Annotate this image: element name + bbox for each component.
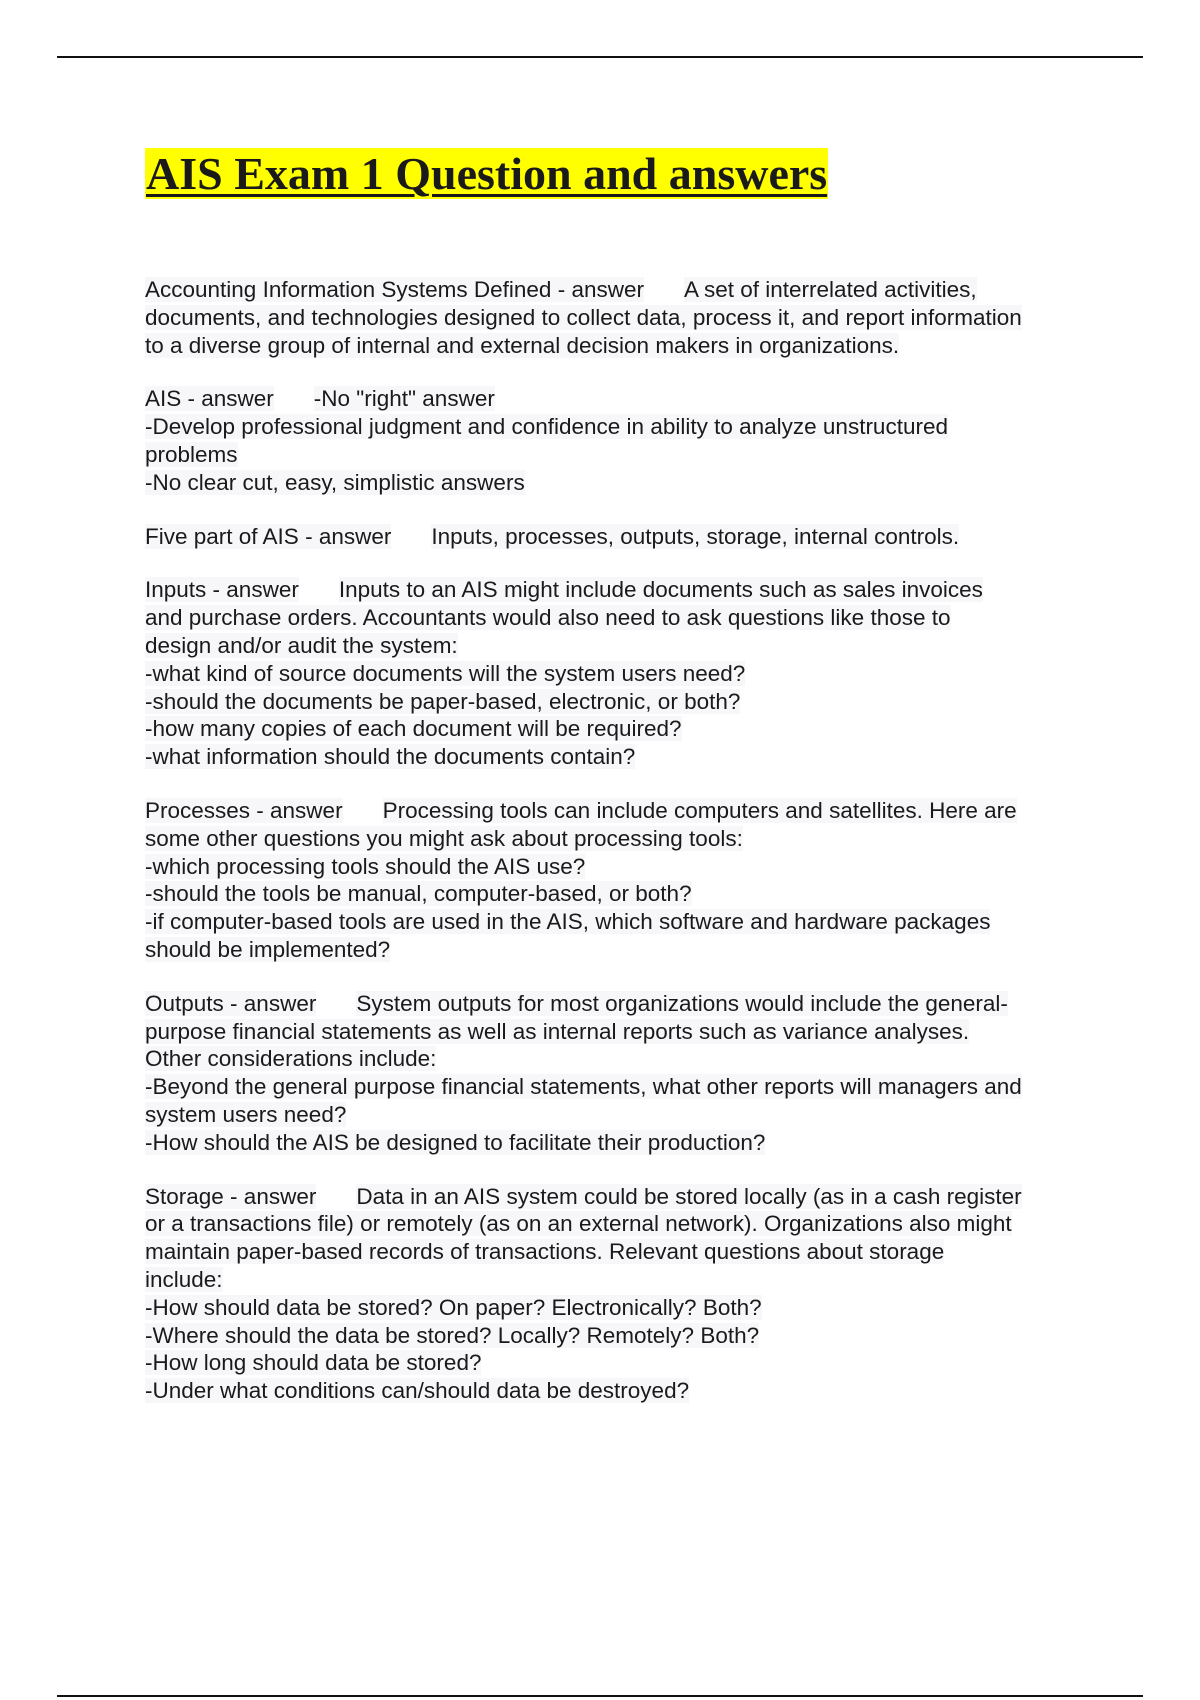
qa-answer-start: -No "right" answer: [313, 386, 495, 412]
qa-answer-line: [145, 632, 1105, 660]
qa-answer-text: include:: [145, 1266, 223, 1292]
qa-term: Processes - answer: [145, 797, 343, 823]
qa-answer-line: [145, 908, 1105, 936]
qa-answer-line: [145, 688, 1105, 716]
qa-answer-line: [145, 1073, 1105, 1101]
qa-answer-text: should be implemented?: [145, 936, 391, 962]
qa-answer-line: [145, 853, 1105, 881]
qa-entry: [145, 797, 1105, 964]
qa-entry: [145, 276, 1105, 359]
qa-first-line: [145, 1183, 1105, 1211]
qa-answer-line: [145, 469, 1105, 497]
qa-answer-line: [145, 1129, 1105, 1157]
qa-term: Accounting Information Systems Defined - answer: [145, 277, 644, 302]
qa-answer-line: [145, 1210, 1105, 1238]
qa-answer-text: -should the tools be manual, computer-based, or both?: [145, 881, 692, 907]
qa-answer-line: [145, 1266, 1105, 1294]
qa-answer-start: Inputs, processes, outputs, storage, internal controls.: [431, 523, 960, 549]
qa-answer-text: system users need?: [145, 1101, 347, 1127]
qa-answer-start: Inputs to an AIS might include documents such as sales invoices: [338, 577, 983, 603]
qa-answer-text: -How should data be stored? On paper? Electronically? Both?: [145, 1294, 762, 1320]
bottom-rule: [57, 1695, 1143, 1697]
qa-answer-text: -which processing tools should the AIS use?: [145, 853, 586, 879]
qa-answer-line: [145, 1322, 1105, 1350]
qa-answer-start: Processing tools can include computers and satellites. Here are: [382, 797, 1017, 823]
qa-answer-text: -Where should the data be stored? Locally? Remotely? Both?: [145, 1322, 760, 1348]
qa-term: Storage - answer: [145, 1183, 317, 1209]
qa-answer-text: -what kind of source documents will the system users need?: [145, 660, 746, 686]
document-title: [145, 146, 828, 202]
qa-answer-line: [145, 936, 1105, 964]
qa-answer-line: [145, 660, 1105, 688]
qa-answer-line: [145, 304, 1105, 332]
qa-answer-line: [145, 1349, 1105, 1377]
qa-entry: [145, 1183, 1105, 1405]
qa-answer-start: A set of interrelated activities,: [683, 277, 977, 302]
qa-term: Outputs - answer: [145, 990, 317, 1016]
qa-answer-text: or a transactions file) or remotely (as on an external network). Organizations also might: [145, 1211, 1012, 1237]
qa-answer-line: [145, 1377, 1105, 1405]
qa-answer-start: Data in an AIS system could be stored locally (as in a cash register: [356, 1183, 1022, 1209]
qa-entry: [145, 523, 1105, 551]
qa-answer-text: -how many copies of each document will be required?: [145, 716, 682, 742]
qa-answer-text: design and/or audit the system:: [145, 632, 458, 658]
qa-term: Five part of AIS - answer: [145, 523, 392, 549]
qa-answer-line: [145, 413, 1105, 441]
qa-answer-text: -if computer-based tools are used in the AIS, which software and hardware packages: [145, 909, 991, 935]
document-title-text: AIS Exam 1 Question and answers: [146, 148, 828, 199]
qa-answer-text: -what information should the documents contain?: [145, 744, 636, 770]
qa-answer-line: [145, 1101, 1105, 1129]
qa-entry: [145, 990, 1105, 1157]
qa-answer-line: [145, 715, 1105, 743]
qa-first-line: [145, 990, 1105, 1018]
qa-answer-text: -Develop professional judgment and confidence in ability to analyze unstructured: [145, 414, 948, 440]
qa-term: AIS - answer: [145, 386, 274, 412]
qa-answer-line: [145, 825, 1105, 853]
qa-answer-text: -should the documents be paper-based, electronic, or both?: [145, 688, 741, 714]
qa-answer-text: purpose financial statements as well as internal reports such as variance analyses.: [145, 1018, 970, 1044]
qa-answer-text: Other considerations include:: [145, 1046, 437, 1072]
qa-term: Inputs - answer: [145, 577, 299, 603]
qa-answer-line: [145, 332, 1105, 360]
qa-answer-text: to a diverse group of internal and external decision makers in organizations.: [145, 332, 900, 358]
qa-first-line: [145, 576, 1105, 604]
qa-list: [145, 276, 1105, 1431]
qa-answer-text: problems: [145, 441, 238, 467]
qa-entry: [145, 385, 1105, 496]
qa-answer-text: -How should the AIS be designed to facilitate their production?: [145, 1129, 766, 1155]
qa-answer-line: [145, 1294, 1105, 1322]
qa-first-line: [145, 523, 1105, 551]
qa-answer-text: -Under what conditions can/should data be destroyed?: [145, 1378, 690, 1404]
qa-answer-line: [145, 1018, 1105, 1046]
qa-answer-line: [145, 1238, 1105, 1266]
qa-answer-line: [145, 1045, 1105, 1073]
qa-answer-text: -How long should data be stored?: [145, 1350, 482, 1376]
qa-first-line: [145, 797, 1105, 825]
qa-entry: [145, 576, 1105, 771]
qa-answer-text: some other questions you might ask about processing tools:: [145, 825, 743, 851]
qa-first-line: [145, 276, 1105, 304]
qa-answer-line: [145, 604, 1105, 632]
qa-first-line: [145, 385, 1105, 413]
qa-answer-text: -No clear cut, easy, simplistic answers: [145, 469, 525, 495]
qa-answer-line: [145, 880, 1105, 908]
qa-answer-text: and purchase orders. Accountants would also need to ask questions like those to: [145, 605, 951, 631]
qa-answer-text: -Beyond the general purpose financial statements, what other reports will managers and: [145, 1074, 1022, 1100]
qa-answer-line: [145, 441, 1105, 469]
top-rule: [57, 56, 1143, 58]
qa-answer-text: documents, and technologies designed to collect data, process it, and report information: [145, 304, 1022, 330]
qa-answer-start: System outputs for most organizations would include the general-: [356, 990, 1008, 1016]
qa-answer-text: maintain paper-based records of transactions. Relevant questions about storage: [145, 1239, 945, 1265]
qa-answer-line: [145, 743, 1105, 771]
